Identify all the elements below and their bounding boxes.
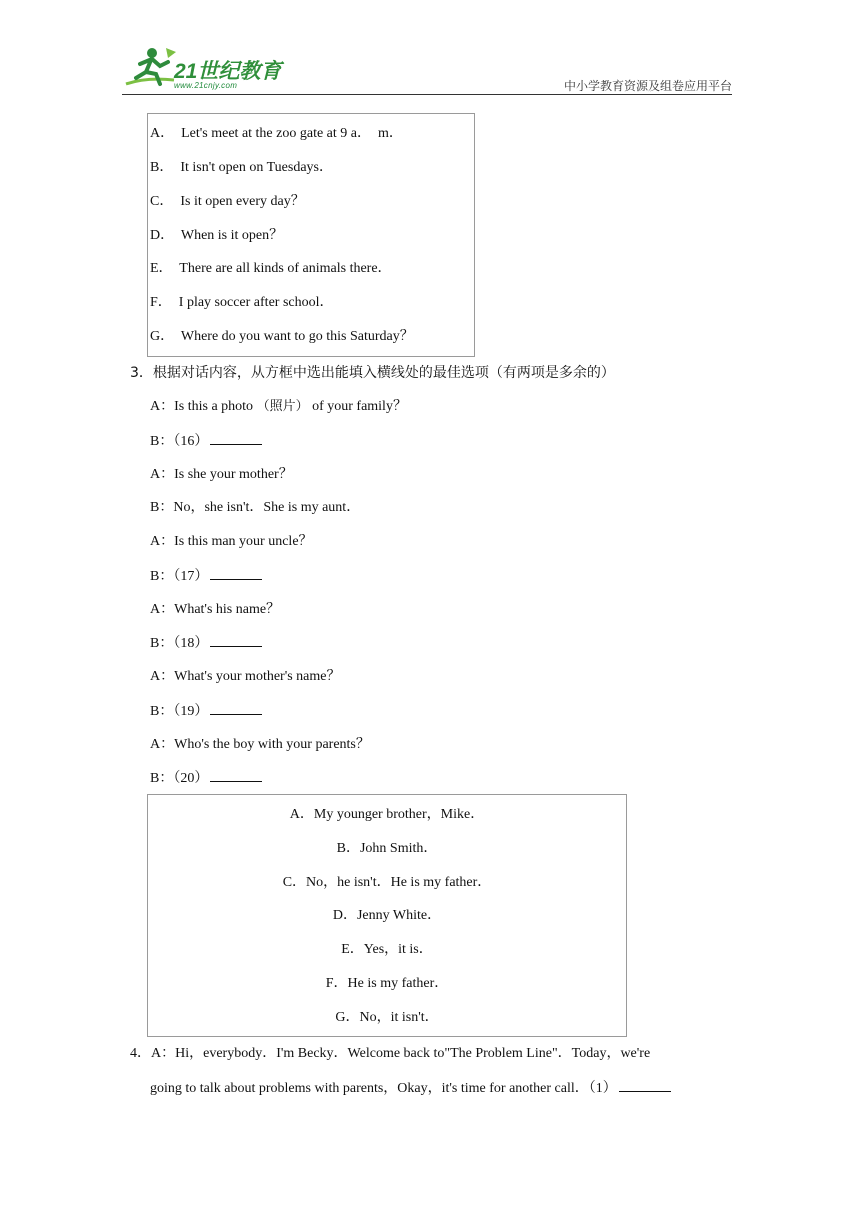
question-4-line-2: going to talk about problems with parents，Okay，it's time for another call．（1） — [150, 1079, 671, 1098]
option-a: A． Let's meet at the zoo gate at 9 a． m． — [150, 126, 403, 141]
dialogue-line: A：What's his name？ — [150, 602, 281, 617]
logo-url: www.21cnjy.com — [174, 81, 238, 90]
dialogue-line: B：No，she isn't．She is my aunt． — [150, 500, 361, 515]
option-c: C． Is it open every day？ — [150, 194, 305, 209]
option-c: C．No，he isn't．He is my father． — [282, 875, 492, 890]
runner-logo-icon — [122, 44, 178, 94]
option-e: E． There are all kinds of animals there． — [150, 261, 392, 276]
dialogue-line: A：Who's the boy with your parents？ — [150, 737, 370, 752]
answer-blank-17[interactable] — [210, 567, 262, 580]
option-b: B．John Smith． — [336, 841, 438, 856]
dialogue-line: A：What's your mother's name？ — [150, 669, 341, 684]
logo-text: 21世纪教育 — [174, 60, 282, 83]
option-d: D．Jenny White． — [332, 908, 442, 923]
answer-blank-18[interactable] — [210, 634, 262, 647]
option-a: A．My younger brother，Mike． — [289, 807, 485, 822]
answer-blank-16[interactable] — [210, 432, 262, 445]
answer-blank-1[interactable] — [619, 1079, 671, 1092]
answer-blank-20[interactable] — [210, 769, 262, 782]
dialogue-line: A：Is she your mother？ — [150, 467, 293, 482]
answer-blank-19[interactable] — [210, 702, 262, 715]
option-d: D． When is it open？ — [150, 228, 284, 243]
option-g: G． Where do you want to go this Saturday？ — [150, 329, 414, 344]
dialogue-line: B：（18） — [150, 634, 262, 653]
logo — [122, 44, 292, 94]
dialogue-line: B：（17） — [150, 567, 262, 586]
question-4-line-1: 4．A：Hi，everybody．I'm Becky．Welcome back to"The Problem Line"．Today，we're — [130, 1046, 651, 1061]
option-b: B． It isn't open on Tuesdays． — [150, 160, 333, 175]
option-e: E．Yes，it is． — [341, 942, 433, 957]
option-f: F．He is my father． — [325, 976, 449, 991]
page-header — [122, 44, 732, 96]
option-g: G．No，it isn't． — [335, 1010, 439, 1025]
dialogue-line: A：Is this man your uncle？ — [150, 534, 313, 549]
dialogue-line: B：（20） — [150, 769, 262, 788]
question-3-title: 3．根据对话内容，从方框中选出能填入横线处的最佳选项（有两项是多余的） — [130, 365, 615, 381]
header-divider — [122, 94, 732, 95]
dialogue-line: B：（19） — [150, 702, 262, 721]
option-f: F． I play soccer after school． — [150, 295, 334, 310]
dialogue-line: B：（16） — [150, 432, 262, 451]
platform-name: 中小学教育资源及组卷应用平台 — [563, 79, 732, 93]
dialogue-line: A：Is this a photo （照片） of your family？ — [150, 399, 407, 414]
